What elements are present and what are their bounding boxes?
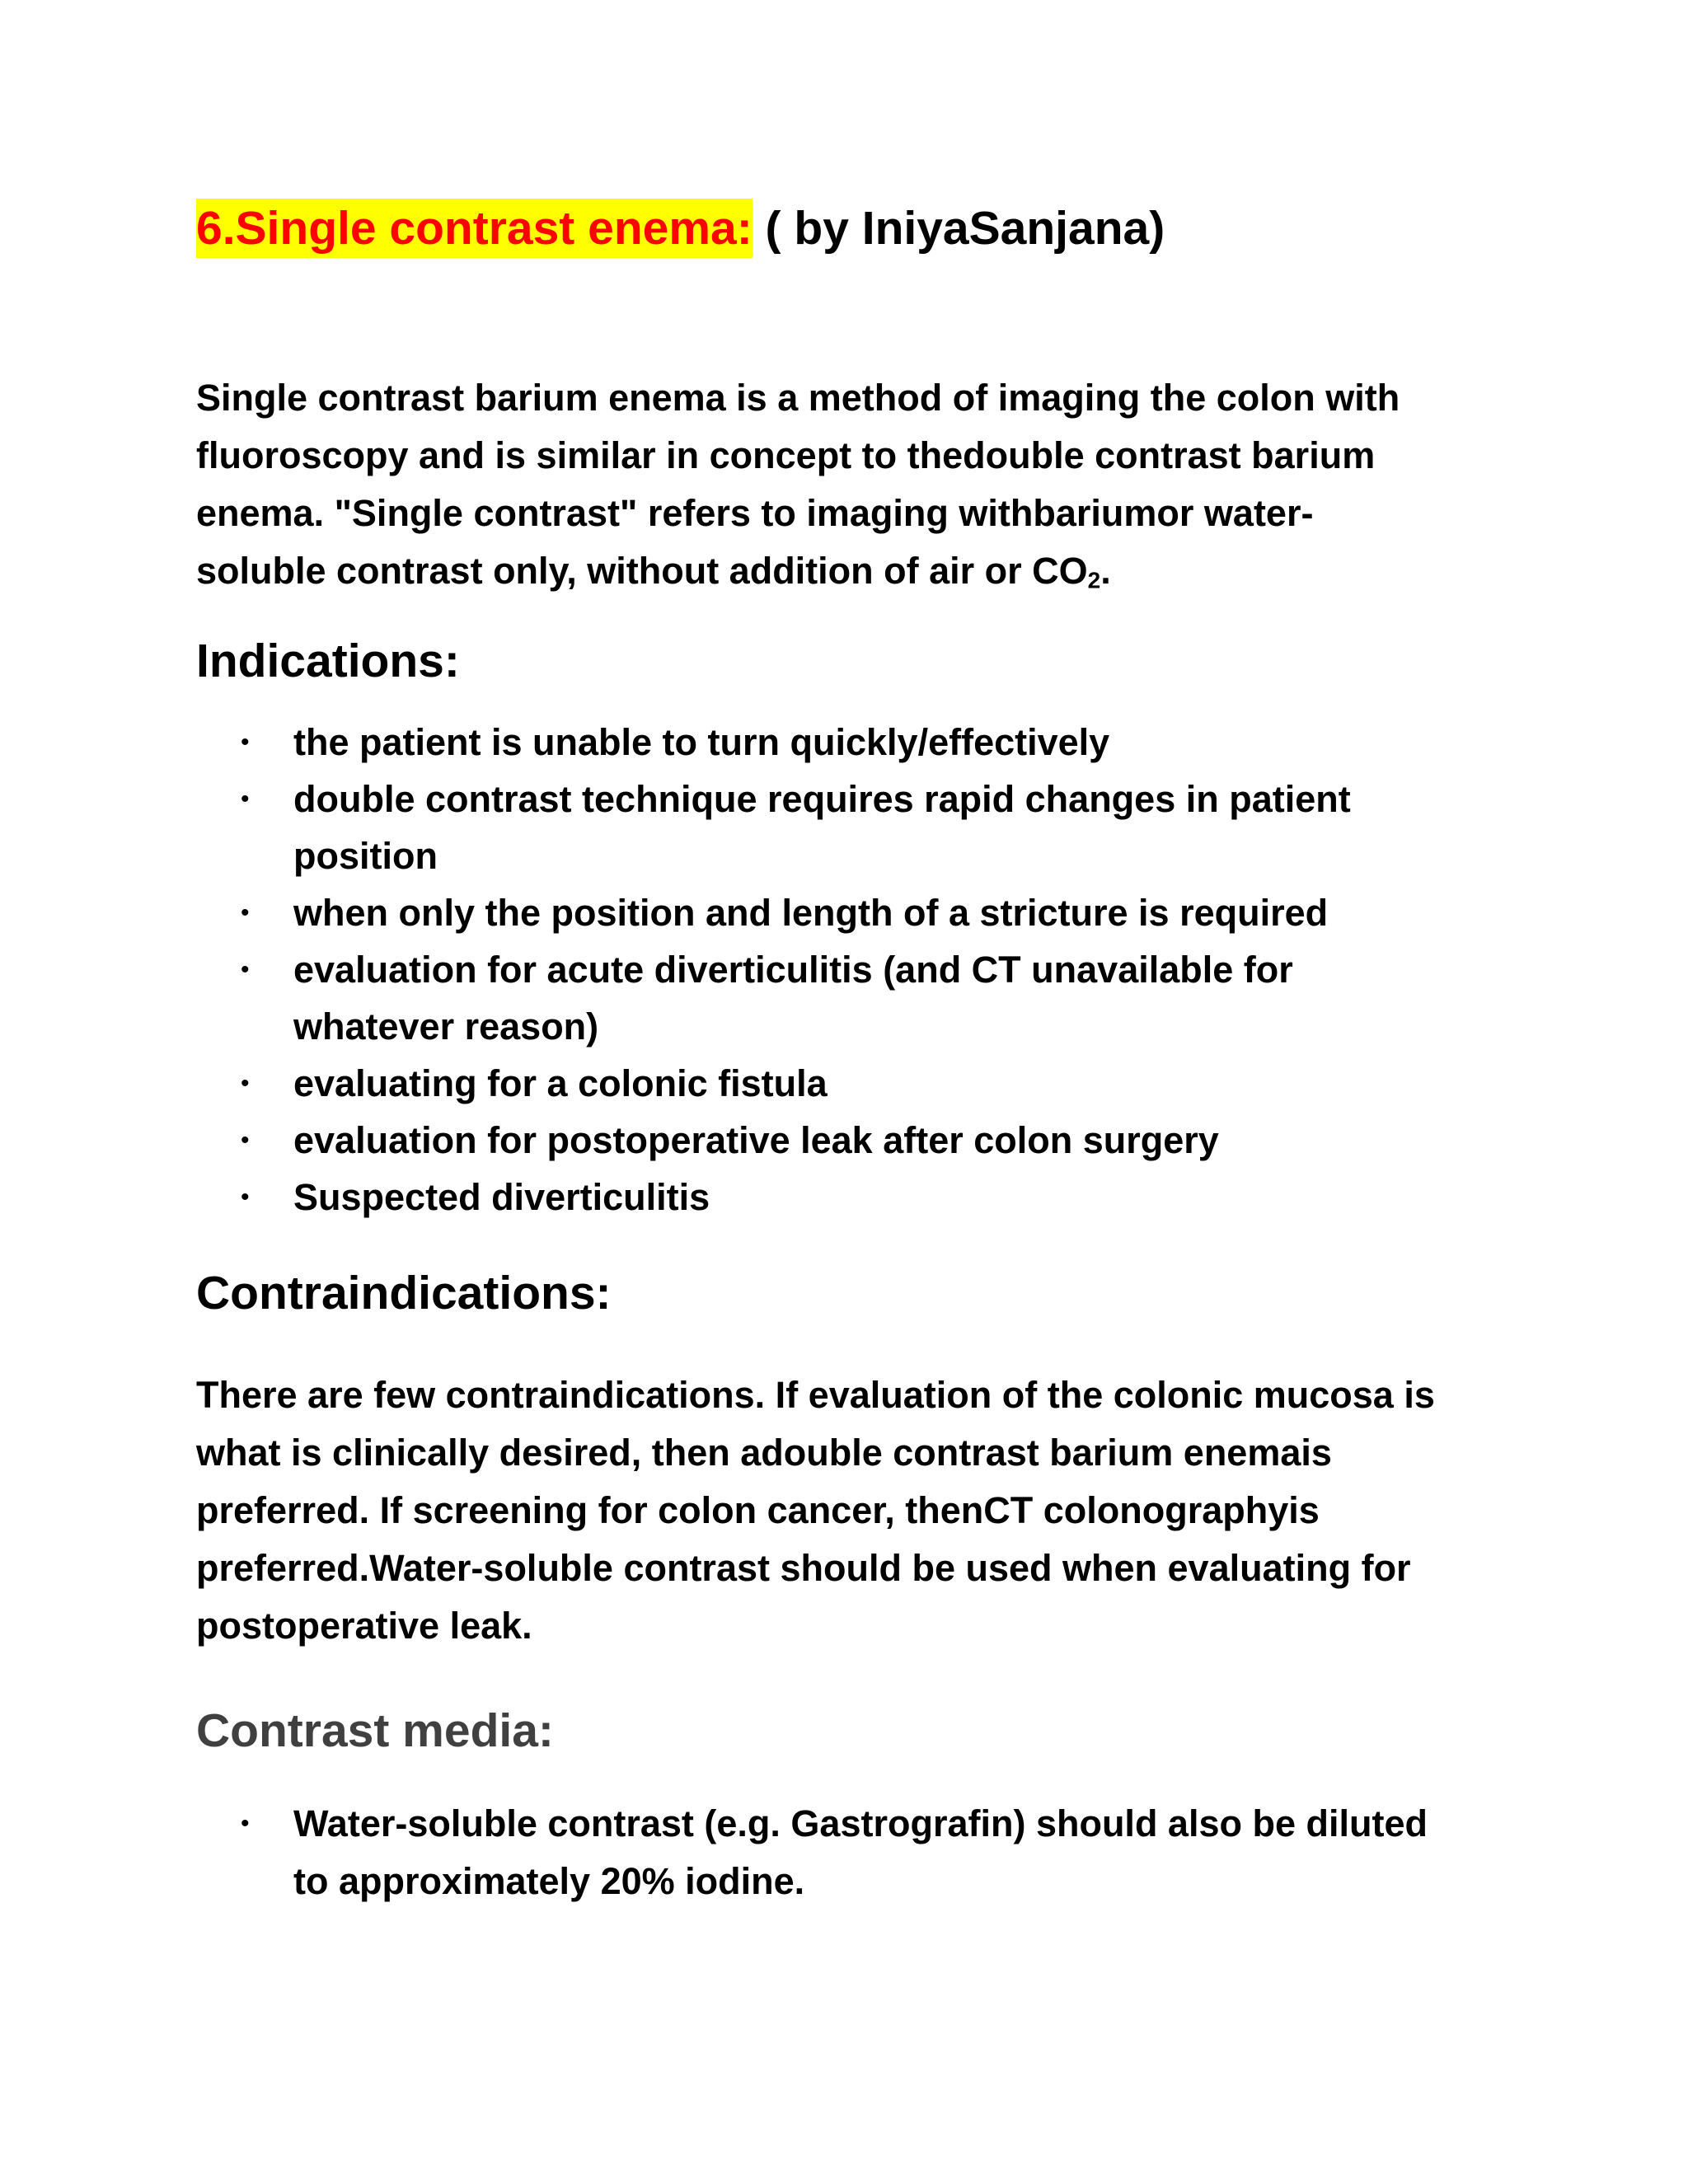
list-item-line: position (293, 835, 438, 877)
list-item-line: double contrast technique requires rapid changes in patient (293, 778, 1351, 820)
title-author: ( by IniyaSanjana) (752, 202, 1165, 255)
list-item (196, 941, 1351, 1055)
contraindications-line: There are few contraindications. If evaluation of the colonic mucosa is (196, 1374, 1435, 1416)
list-item (196, 884, 1351, 941)
intro-line: fluoroscopy and is similar in concept to thedouble contrast barium (196, 434, 1376, 476)
list-item-line: to approximately 20% iodine. (293, 1860, 805, 1902)
contraindications-line: what is clinically desired, then adouble contrast barium enemais (196, 1432, 1332, 1474)
contraindications-paragraph (196, 1366, 1435, 1655)
bullet-icon: • (241, 1183, 250, 1211)
title-highlighted-text: 6.Single contrast enema: (196, 199, 753, 258)
list-item (196, 714, 1351, 771)
intro-line-end: . (1100, 550, 1111, 592)
list-item-line: Water-soluble contrast (e.g. Gastrografin) should also be diluted (293, 1802, 1428, 1844)
bullet-icon: • (241, 785, 250, 813)
intro-line-text: soluble contrast only, without addition of air or CO (196, 550, 1088, 592)
list-item-line: evaluation for postoperative leak after colon surgery (293, 1119, 1219, 1161)
indications-list (196, 714, 1351, 1226)
list-item (196, 1112, 1351, 1169)
bullet-icon: • (241, 1070, 250, 1097)
list-item-line: Suspected diverticulitis (293, 1176, 710, 1218)
contrast-media-list (196, 1795, 1428, 1910)
list-item (196, 1795, 1428, 1910)
bullet-icon: • (241, 729, 250, 756)
bullet-icon: • (241, 899, 250, 926)
list-item-line: when only the position and length of a stricture is required (293, 892, 1329, 934)
contraindications-line: preferred.Water-soluble contrast should be used when evaluating for (196, 1547, 1411, 1589)
intro-line: Single contrast barium enema is a method of imaging the colon with (196, 377, 1400, 419)
contraindications-line: preferred. If screening for colon cancer, thenCT colonographyis (196, 1489, 1320, 1531)
bullet-icon: • (241, 1127, 250, 1154)
indications-heading: Indications: (196, 635, 460, 687)
intro-line (196, 542, 1400, 600)
intro-line: enema. "Single contrast" refers to imaging withbariumor water- (196, 492, 1314, 534)
contrast-media-heading: Contrast media: (196, 1704, 554, 1757)
bullet-icon: • (241, 956, 250, 983)
contraindications-line: postoperative leak. (196, 1605, 532, 1647)
page-title (196, 191, 1165, 265)
contraindications-heading: Contraindications: (196, 1267, 612, 1319)
bullet-icon: • (241, 1810, 250, 1837)
list-item (196, 1055, 1351, 1112)
list-item-line: evaluation for acute diverticulitis (and CT unavailable for (293, 949, 1293, 991)
list-item (196, 1169, 1351, 1226)
list-item-line: evaluating for a colonic fistula (293, 1062, 828, 1104)
list-item-line: whatever reason) (293, 1005, 599, 1047)
list-item (196, 771, 1351, 884)
intro-paragraph (196, 369, 1400, 600)
list-item-line: the patient is unable to turn quickly/effectively (293, 721, 1110, 763)
co2-subscript: 2 (1087, 567, 1101, 593)
